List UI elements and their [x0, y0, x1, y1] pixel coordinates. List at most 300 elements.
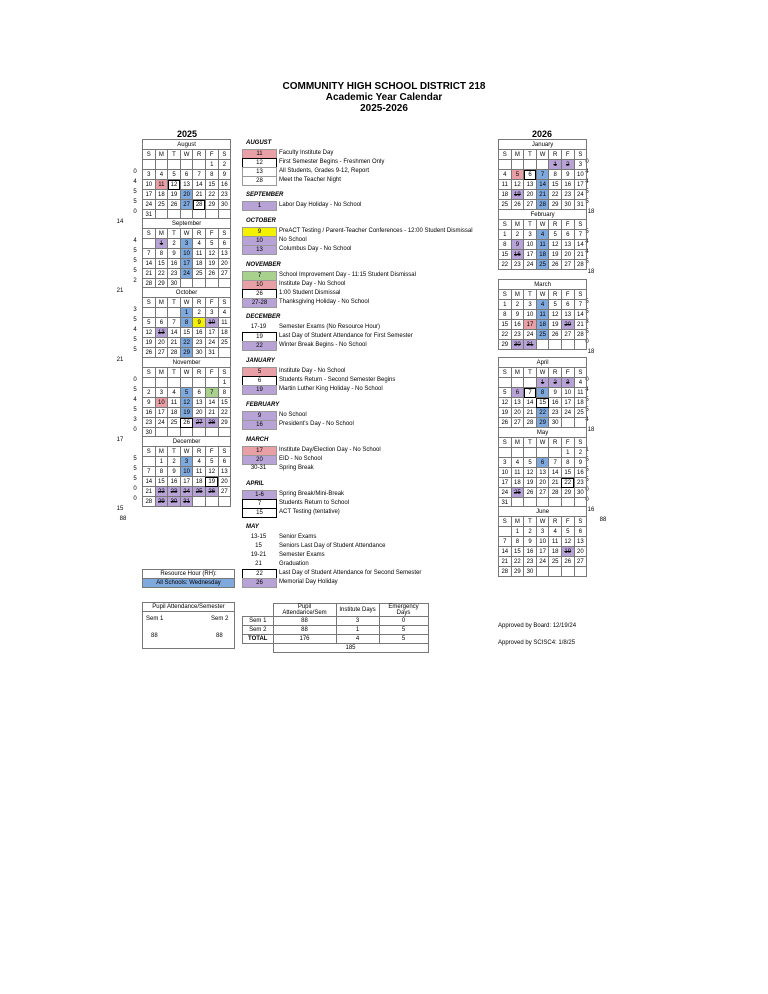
day-cell: 14: [193, 180, 206, 190]
weekday-label: R: [549, 150, 562, 160]
day-cell: 18: [193, 477, 206, 487]
day-cell: 9: [218, 170, 231, 180]
weekday-label: W: [536, 150, 549, 160]
day-cell: 10: [524, 240, 537, 250]
day-cell: 4: [499, 170, 512, 180]
day-cell: 25: [193, 269, 206, 279]
weekday-label: W: [536, 438, 549, 448]
month-header-row: [499, 507, 587, 517]
day-cell: 14: [524, 398, 537, 408]
day-cell: 20: [180, 190, 193, 200]
week-row: [499, 320, 587, 330]
weekday-label: R: [193, 368, 206, 378]
day-cell: 4: [193, 457, 206, 467]
day-cell: 5: [511, 170, 524, 180]
day-cell: [561, 340, 574, 350]
day-cell: 11: [536, 240, 549, 250]
day-cell: 12: [180, 398, 193, 408]
day-cell: 22: [561, 478, 574, 488]
day-cell: 14: [168, 328, 181, 338]
event-date: 11: [242, 149, 277, 159]
day-cell: 16: [561, 180, 574, 190]
day-cell: [180, 160, 193, 170]
event-description: Columbus Day - No School: [279, 246, 352, 252]
day-cell: [168, 378, 181, 388]
day-cell: 14: [549, 468, 562, 478]
event-date: 10: [242, 236, 277, 246]
day-cell: 21: [143, 487, 156, 497]
day-cell: 23: [574, 478, 587, 488]
weekday-header-row: [499, 220, 587, 230]
week-row: [499, 557, 587, 567]
day-cell: 23: [549, 408, 562, 418]
day-cell: 4: [155, 170, 168, 180]
day-cell: 5: [143, 318, 156, 328]
day-cell: 27: [218, 487, 231, 497]
day-cell: [155, 308, 168, 318]
day-cell: [524, 448, 537, 458]
month-header-row: [143, 358, 231, 368]
day-cell: 10: [574, 170, 587, 180]
weekday-label: S: [143, 229, 156, 239]
day-cell: 5: [549, 230, 562, 240]
day-cell: 28: [524, 418, 537, 428]
day-cell: 18: [549, 547, 562, 557]
event-description: No School: [279, 237, 307, 243]
day-cell: 14: [536, 180, 549, 190]
day-cell: 17: [143, 190, 156, 200]
day-cell: 7: [168, 318, 181, 328]
event-date: 5: [242, 367, 277, 377]
day-cell: 23: [168, 487, 181, 497]
event-row: [242, 376, 492, 385]
day-cell: 13: [155, 328, 168, 338]
month-header-row: [143, 288, 231, 298]
month-name: March: [499, 280, 587, 290]
day-cell: 14: [574, 310, 587, 320]
week-row: [499, 170, 587, 180]
week-school-days: 5: [133, 248, 137, 254]
day-cell: 10: [561, 388, 574, 398]
day-cell: 9: [511, 310, 524, 320]
week-school-days: 4: [133, 327, 137, 333]
week-school-days: 5: [585, 457, 589, 463]
day-cell: 23: [561, 190, 574, 200]
event-date: 22: [242, 341, 277, 351]
day-cell: 25: [155, 200, 168, 210]
event-description: Martin Luther King Holiday - No School: [279, 386, 383, 392]
event-row: [242, 227, 492, 236]
week-school-days: 5: [585, 309, 589, 315]
event-row: [242, 289, 492, 298]
month-header-row: [499, 140, 587, 150]
week-school-days: 5: [133, 387, 137, 393]
day-cell: 13: [524, 180, 537, 190]
year-range-title: 2025-2026: [360, 103, 408, 114]
day-cell: 8: [499, 310, 512, 320]
weekday-label: R: [193, 298, 206, 308]
day-cell: 1: [561, 448, 574, 458]
summary-cell: 0: [379, 617, 428, 626]
month-name: December: [143, 437, 231, 447]
weekday-label: S: [499, 150, 512, 160]
day-cell: 27: [193, 418, 206, 428]
day-cell: 9: [168, 249, 181, 259]
day-cell: 16: [511, 250, 524, 260]
event-date: 17-19: [250, 324, 267, 330]
day-cell: 29: [155, 279, 168, 289]
day-cell: 10: [180, 249, 193, 259]
calendar-january: [498, 139, 587, 210]
day-cell: 12: [549, 310, 562, 320]
day-cell: 4: [536, 300, 549, 310]
day-cell: [168, 160, 181, 170]
week-school-days: 5: [585, 199, 589, 205]
day-cell: 2: [168, 457, 181, 467]
day-cell: 6: [536, 458, 549, 468]
calendar-february: [498, 209, 587, 270]
summary-grand-total: 185: [273, 644, 428, 653]
day-cell: 16: [218, 180, 231, 190]
week-school-days: 4: [133, 397, 137, 403]
calendar-april: [498, 357, 587, 428]
day-cell: 31: [180, 497, 193, 507]
day-cell: 11: [511, 468, 524, 478]
day-cell: 12: [549, 240, 562, 250]
summary-header: Pupil Attendance/Sem: [273, 604, 336, 617]
summary-header-row: [243, 604, 429, 617]
week-school-days: 5: [133, 258, 137, 264]
day-cell: 17: [536, 547, 549, 557]
day-cell: 19: [549, 320, 562, 330]
day-cell: 29: [218, 418, 231, 428]
day-cell: [499, 527, 512, 537]
week-school-days: 3: [585, 319, 589, 325]
day-cell: 27: [218, 269, 231, 279]
week-row: [499, 478, 587, 488]
pupil-attendance-header: Pupil Attendance/Semester: [142, 602, 235, 612]
week-row: [143, 308, 231, 318]
weekday-label: T: [524, 290, 537, 300]
day-cell: 24: [536, 557, 549, 567]
weekday-label: T: [168, 447, 181, 457]
weekday-label: S: [143, 298, 156, 308]
month-school-days-total: 18: [587, 349, 595, 355]
week-row: [143, 338, 231, 348]
event-row: [242, 280, 492, 289]
day-cell: 24: [524, 330, 537, 340]
weekday-label: S: [499, 438, 512, 448]
day-cell: 21: [205, 408, 218, 418]
week-row: [143, 408, 231, 418]
weekday-label: S: [574, 290, 587, 300]
event-description: Students Return - Second Semester Begins: [279, 377, 396, 383]
event-description: First Semester Begins - Freshmen Only: [279, 159, 385, 165]
day-cell: 3: [524, 300, 537, 310]
day-cell: 24: [180, 269, 193, 279]
day-cell: 16: [574, 468, 587, 478]
event-date: 22: [242, 569, 277, 579]
event-date: 10: [242, 280, 277, 290]
day-cell: [193, 160, 206, 170]
calendar-october: [142, 287, 231, 358]
summary-cell: 3: [336, 617, 379, 626]
day-cell: 19: [561, 547, 574, 557]
day-cell: 7: [205, 388, 218, 398]
day-cell: 21: [524, 408, 537, 418]
week-row: [499, 408, 587, 418]
day-cell: 17: [205, 328, 218, 338]
calendar-june: [498, 506, 587, 577]
weekday-header-row: [499, 517, 587, 527]
event-description: Students Return to School: [279, 500, 350, 506]
resource-hour-label: Resource Hour (RH):: [142, 569, 235, 579]
weekday-header-row: [143, 368, 231, 378]
month-school-days-total: 15: [116, 506, 124, 512]
event-row: [242, 569, 492, 578]
event-date: 26: [242, 578, 277, 588]
day-cell: 23: [511, 260, 524, 270]
day-cell: 8: [218, 388, 231, 398]
weekday-label: M: [511, 220, 524, 230]
month-school-days-total: 17: [116, 437, 124, 443]
week-row: [499, 300, 587, 310]
day-cell: 13: [218, 467, 231, 477]
day-cell: 30: [574, 488, 587, 498]
day-cell: 12: [205, 467, 218, 477]
day-cell: 10: [536, 537, 549, 547]
day-cell: 25: [574, 408, 587, 418]
event-description: All Students, Grades 9-12, Report: [279, 168, 370, 174]
week-row: [499, 547, 587, 557]
day-cell: 18: [574, 398, 587, 408]
month-school-days-total: 18: [587, 427, 595, 433]
day-cell: 30: [511, 340, 524, 350]
month-name: October: [143, 288, 231, 298]
day-cell: 11: [193, 249, 206, 259]
day-cell: [536, 448, 549, 458]
day-cell: 21: [549, 478, 562, 488]
day-cell: [536, 340, 549, 350]
day-cell: 27: [155, 348, 168, 358]
day-cell: 13: [536, 468, 549, 478]
day-cell: 29: [561, 488, 574, 498]
weekday-label: R: [549, 220, 562, 230]
day-cell: [499, 448, 512, 458]
weekday-header-row: [499, 368, 587, 378]
event-description: Meet the Teacher Night: [279, 177, 341, 183]
day-cell: 18: [511, 478, 524, 488]
day-cell: 4: [511, 458, 524, 468]
day-cell: 9: [143, 398, 156, 408]
day-cell: 25: [549, 557, 562, 567]
day-cell: 16: [511, 320, 524, 330]
day-cell: 14: [499, 547, 512, 557]
weekday-label: W: [180, 150, 193, 160]
event-date: 19: [242, 385, 277, 395]
day-cell: 10: [499, 468, 512, 478]
day-cell: 31: [205, 348, 218, 358]
day-cell: 25: [536, 330, 549, 340]
day-cell: 29: [205, 200, 218, 210]
event-month-heading: OCTOBER: [246, 218, 276, 224]
week-school-days: 0: [133, 209, 137, 215]
event-row: [242, 542, 492, 551]
month-name: April: [499, 358, 587, 368]
day-cell: 3: [155, 388, 168, 398]
day-cell: 3: [561, 378, 574, 388]
week-school-days: 5: [585, 189, 589, 195]
week-row: [499, 250, 587, 260]
summary-row: [243, 626, 429, 635]
semester-school-days-total: 88: [599, 517, 607, 523]
day-cell: 2: [143, 388, 156, 398]
day-cell: 15: [549, 180, 562, 190]
week-school-days: 5: [133, 199, 137, 205]
summary-cell: 176: [273, 635, 336, 644]
event-description: Seniors Last Day of Student Attendance: [279, 543, 386, 549]
summary-grand-row: [243, 644, 429, 653]
day-cell: 21: [143, 269, 156, 279]
week-school-days: 4: [585, 239, 589, 245]
day-cell: [511, 448, 524, 458]
day-cell: 1: [155, 239, 168, 249]
day-cell: 4: [549, 527, 562, 537]
week-row: [143, 190, 231, 200]
summary-empty: [243, 644, 274, 653]
day-cell: 24: [524, 260, 537, 270]
day-cell: 30: [561, 200, 574, 210]
day-cell: 9: [561, 170, 574, 180]
day-cell: 31: [574, 200, 587, 210]
event-row: [242, 341, 492, 350]
day-cell: 18: [536, 250, 549, 260]
weekday-label: W: [180, 298, 193, 308]
week-school-days: 5: [133, 189, 137, 195]
week-row: [143, 348, 231, 358]
weekday-label: S: [499, 290, 512, 300]
day-cell: 5: [205, 239, 218, 249]
day-cell: [524, 160, 537, 170]
event-date: 1-6: [242, 490, 277, 500]
weekday-label: W: [180, 447, 193, 457]
weekday-label: R: [193, 447, 206, 457]
week-row: [499, 488, 587, 498]
week-row: [499, 180, 587, 190]
week-school-days: 5: [133, 456, 137, 462]
day-cell: 20: [218, 477, 231, 487]
pupil-sem2-label: Sem 2: [211, 616, 229, 622]
event-date: 9: [242, 411, 277, 421]
day-cell: 25: [511, 488, 524, 498]
weekday-label: W: [536, 368, 549, 378]
day-cell: 23: [193, 338, 206, 348]
pupil-sem2-value: 88: [216, 633, 223, 639]
day-cell: 30: [218, 200, 231, 210]
day-cell: 16: [168, 259, 181, 269]
day-cell: 8: [549, 170, 562, 180]
day-cell: [536, 160, 549, 170]
month-header-row: [499, 210, 587, 220]
day-cell: 20: [574, 547, 587, 557]
event-month-heading: NOVEMBER: [246, 262, 281, 268]
day-cell: 1: [511, 527, 524, 537]
weekday-label: M: [155, 447, 168, 457]
day-cell: 20: [511, 408, 524, 418]
day-cell: 21: [574, 320, 587, 330]
weekday-label: S: [499, 220, 512, 230]
day-cell: 15: [205, 180, 218, 190]
week-row: [143, 418, 231, 428]
event-description: Last Day of Student Attendance for Second Semester: [279, 570, 422, 576]
month-name: February: [499, 210, 587, 220]
week-school-days: 5: [133, 337, 137, 343]
day-cell: 21: [574, 250, 587, 260]
day-cell: 17: [155, 408, 168, 418]
summary-cell: 5: [379, 635, 428, 644]
event-description: Memorial Day Holiday: [279, 579, 338, 585]
day-cell: [193, 378, 206, 388]
day-cell: [205, 497, 218, 507]
day-cell: 17: [574, 180, 587, 190]
day-cell: 28: [205, 418, 218, 428]
day-cell: 9: [549, 388, 562, 398]
summary-header: Emergency Days: [379, 604, 428, 617]
day-cell: 14: [143, 477, 156, 487]
day-cell: 31: [524, 340, 537, 350]
day-cell: 28: [168, 348, 181, 358]
day-cell: 19: [205, 259, 218, 269]
weekday-label: T: [524, 150, 537, 160]
month-name: August: [143, 140, 231, 150]
day-cell: 21: [168, 338, 181, 348]
event-row: [242, 323, 492, 332]
day-cell: [511, 378, 524, 388]
weekday-header-row: [143, 298, 231, 308]
summary-row-label: Sem 1: [243, 617, 274, 626]
event-date: 19: [242, 332, 277, 342]
month-header-row: [143, 140, 231, 150]
day-cell: 6: [180, 170, 193, 180]
event-date: 28: [242, 176, 277, 186]
day-cell: 23: [511, 330, 524, 340]
day-cell: 28: [143, 279, 156, 289]
week-school-days: 2: [133, 278, 137, 284]
day-cell: 29: [155, 497, 168, 507]
weekday-label: S: [574, 438, 587, 448]
day-cell: 18: [499, 190, 512, 200]
event-date: 13: [242, 167, 277, 177]
attendance-summary-table: [242, 603, 429, 653]
event-date: 1: [242, 201, 277, 211]
day-cell: 5: [499, 388, 512, 398]
event-description: Spring Break: [279, 465, 314, 471]
day-cell: 29: [549, 200, 562, 210]
day-cell: 30: [193, 348, 206, 358]
day-cell: [143, 378, 156, 388]
day-cell: 8: [155, 467, 168, 477]
day-cell: 19: [180, 408, 193, 418]
day-cell: [143, 160, 156, 170]
day-cell: 5: [205, 457, 218, 467]
day-cell: [193, 497, 206, 507]
week-school-days: 5: [585, 397, 589, 403]
day-cell: 22: [218, 408, 231, 418]
day-cell: 16: [168, 477, 181, 487]
month-name: January: [499, 140, 587, 150]
day-cell: 30: [168, 279, 181, 289]
week-row: [499, 340, 587, 350]
